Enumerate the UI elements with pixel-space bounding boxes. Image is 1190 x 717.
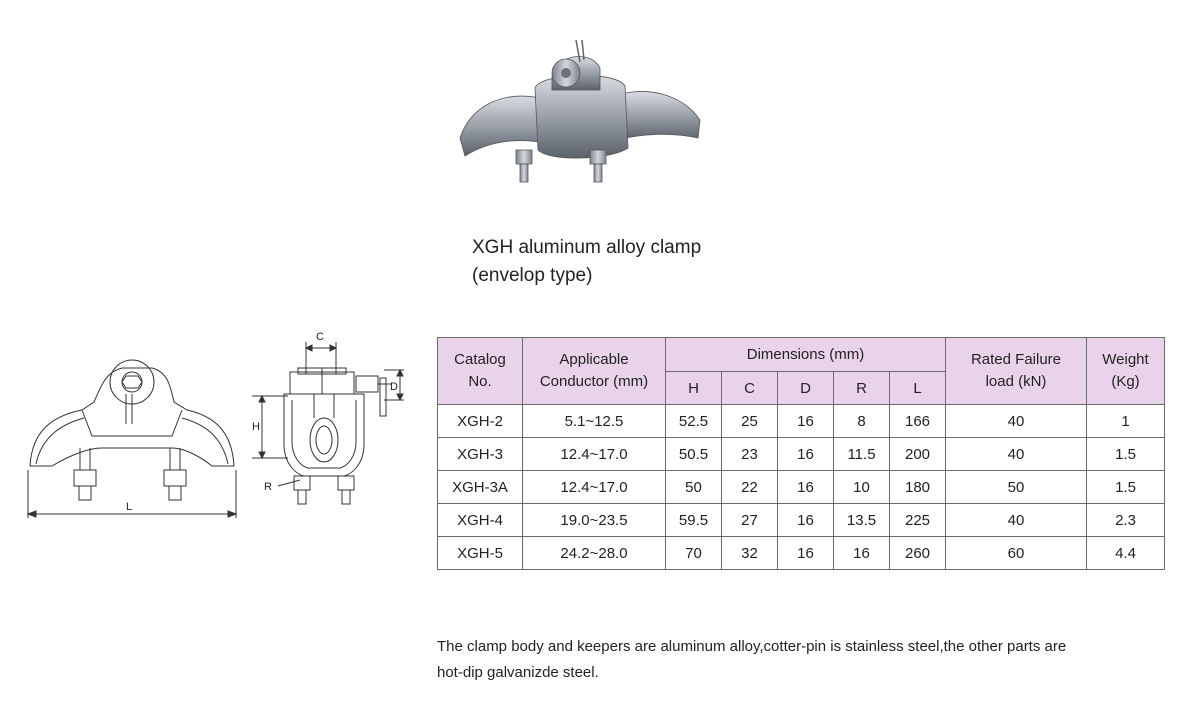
cell-D: 16	[778, 405, 834, 438]
cell-R: 8	[834, 405, 890, 438]
spec-table	[437, 337, 1165, 570]
header-failure-line1: Rated Failure	[970, 351, 1062, 368]
cell-R: 10	[834, 471, 890, 504]
cell-H: 50.5	[666, 438, 722, 471]
front-view-drawing	[22, 336, 244, 522]
note-line-1: The clamp body and keepers are aluminum alloy,cotter-pin is stainless steel,the other parts are	[437, 638, 1067, 655]
caption-subtitle: (envelop type)	[472, 265, 593, 286]
cell-L: 166	[890, 405, 946, 438]
cell-weight: 1.5	[1087, 471, 1165, 504]
label-D: D	[390, 381, 398, 393]
cell-failure: 60	[946, 537, 1087, 570]
cell-D: 16	[778, 438, 834, 471]
cell-C: 22	[722, 471, 778, 504]
header-failure-line2: load (kN)	[985, 373, 1047, 390]
cell-R: 13.5	[834, 504, 890, 537]
cell-conductor: 12.4~17.0	[523, 438, 666, 471]
header-failure	[946, 338, 1087, 405]
cell-L: 180	[890, 471, 946, 504]
cell-L: 225	[890, 504, 946, 537]
cell-C: 25	[722, 405, 778, 438]
header-weight-line1: Weight	[1102, 351, 1149, 368]
cell-catalog: XGH-3	[438, 438, 523, 471]
header-conductor-line1: Applicable	[559, 351, 629, 368]
header-dim-H: H	[666, 372, 722, 405]
table-row	[438, 405, 1165, 438]
cell-C: 23	[722, 438, 778, 471]
header-weight	[1087, 338, 1165, 405]
cell-weight: 4.4	[1087, 537, 1165, 570]
cell-C: 27	[722, 504, 778, 537]
cell-conductor: 12.4~17.0	[523, 471, 666, 504]
header-dimensions: Dimensions (mm)	[666, 338, 946, 372]
cell-R: 16	[834, 537, 890, 570]
product-photo	[440, 28, 720, 208]
header-catalog	[438, 338, 523, 405]
label-C: C	[316, 331, 324, 343]
label-R: R	[264, 481, 272, 493]
table-row	[438, 504, 1165, 537]
cell-D: 16	[778, 504, 834, 537]
material-note	[437, 634, 1167, 686]
header-dim-R: R	[834, 372, 890, 405]
cell-C: 32	[722, 537, 778, 570]
cell-failure: 40	[946, 438, 1087, 471]
cell-D: 16	[778, 471, 834, 504]
table-row	[438, 471, 1165, 504]
cell-catalog: XGH-5	[438, 537, 523, 570]
header-conductor-line2: Conductor (mm)	[539, 373, 649, 390]
cell-failure: 50	[946, 471, 1087, 504]
cell-weight: 1	[1087, 405, 1165, 438]
cell-catalog: XGH-3A	[438, 471, 523, 504]
cell-D: 16	[778, 537, 834, 570]
cell-weight: 1.5	[1087, 438, 1165, 471]
header-dim-L: L	[890, 372, 946, 405]
caption-title: XGH aluminum alloy clamp	[472, 237, 702, 258]
cell-catalog: XGH-4	[438, 504, 523, 537]
cell-H: 50	[666, 471, 722, 504]
header-dim-C: C	[722, 372, 778, 405]
header-catalog-line2: No.	[468, 373, 492, 390]
cell-failure: 40	[946, 405, 1087, 438]
cell-L: 200	[890, 438, 946, 471]
cell-conductor: 19.0~23.5	[523, 504, 666, 537]
product-caption	[472, 234, 701, 290]
header-catalog-line1: Catalog	[454, 351, 506, 368]
cell-weight: 2.3	[1087, 504, 1165, 537]
note-line-2: hot-dip galvanizde steel.	[437, 664, 599, 681]
cell-conductor: 24.2~28.0	[523, 537, 666, 570]
table-row	[438, 537, 1165, 570]
cell-H: 52.5	[666, 405, 722, 438]
cell-failure: 40	[946, 504, 1087, 537]
header-dim-D: D	[778, 372, 834, 405]
cell-conductor: 5.1~12.5	[523, 405, 666, 438]
header-weight-line2: (Kg)	[1111, 373, 1140, 390]
label-L: L	[126, 501, 133, 513]
side-view-drawing	[244, 324, 422, 520]
cell-H: 59.5	[666, 504, 722, 537]
header-conductor	[523, 338, 666, 405]
cell-L: 260	[890, 537, 946, 570]
label-H: H	[252, 421, 260, 433]
table-row	[438, 438, 1165, 471]
cell-H: 70	[666, 537, 722, 570]
cell-R: 11.5	[834, 438, 890, 471]
cell-catalog: XGH-2	[438, 405, 523, 438]
